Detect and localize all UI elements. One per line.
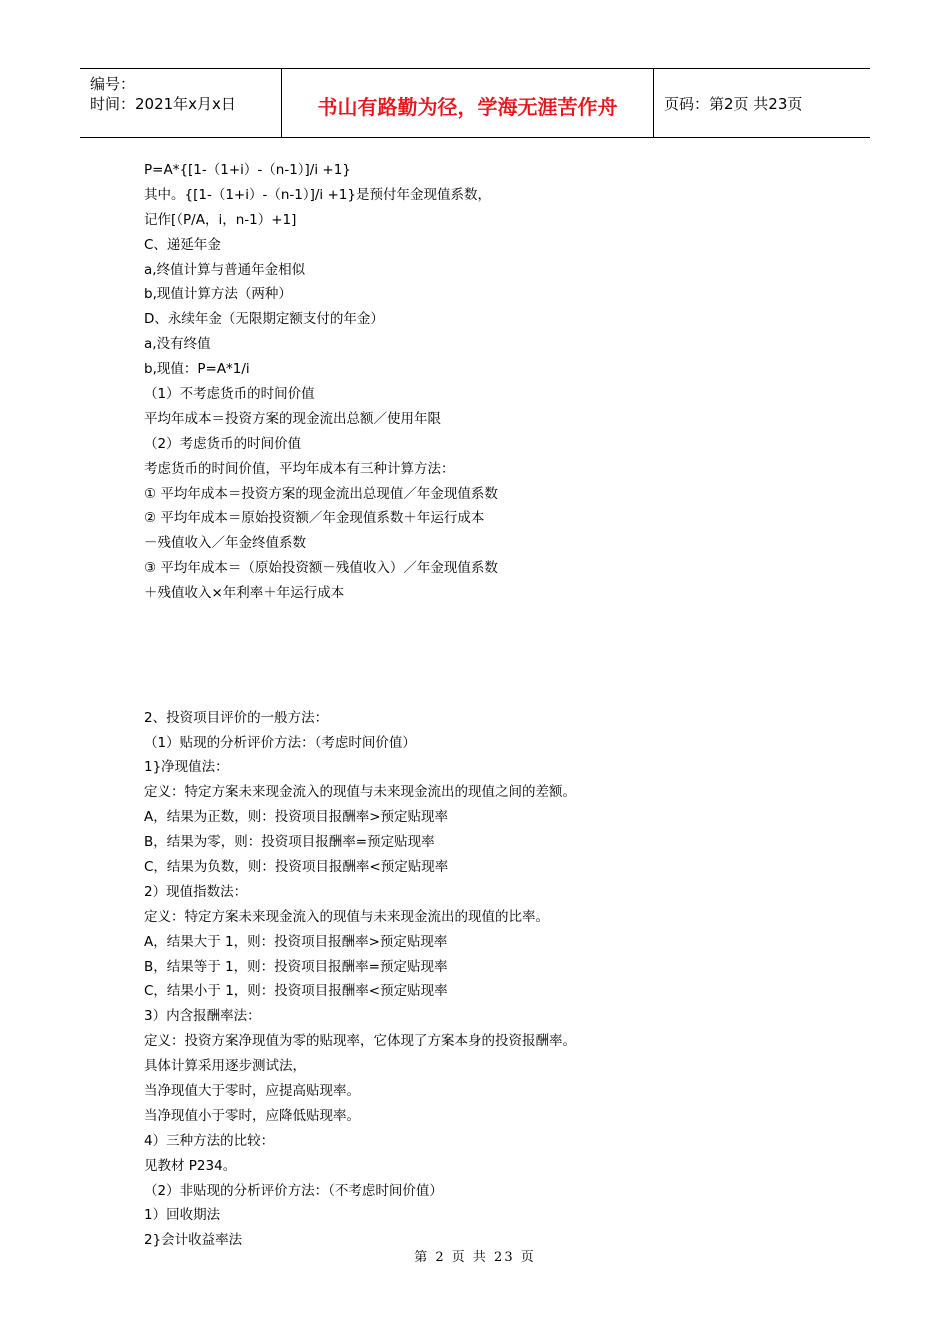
body-line: 其中。{[1-（1+i）-（n-1）]/i +1}是预付年金现值系数，: [144, 186, 491, 203]
body-line: ① 平均年成本＝投资方案的现金流出总现值／年金现值系数: [144, 485, 498, 502]
body-line: 当净现值大于零时，应提高贴现率。: [144, 1082, 360, 1099]
body-line: 定义：特定方案未来现金流入的现值与未来现金流出的现值之间的差额。: [144, 784, 576, 801]
body-line: C、递延年金: [144, 236, 221, 253]
body-line: C，结果为负数，则：投资项目报酬率<预定贴现率: [144, 858, 449, 875]
body-line: 平均年成本＝投资方案的现金流出总额／使用年限: [144, 410, 441, 427]
document-number-label: 编号：: [90, 75, 136, 93]
body-line: 具体计算采用逐步测试法，: [144, 1058, 306, 1075]
body-line: 3）内含报酬率法：: [144, 1008, 261, 1025]
body-line: D、永续年金（无限期定额支付的年金）: [144, 311, 384, 328]
body-line: b,现值计算方法（两种）: [144, 286, 292, 303]
body-line: 见教材 P234。: [144, 1157, 237, 1174]
page-footer: 第 2 页 共 23 页: [414, 1250, 536, 1265]
body-line: （1）不考虑货币的时间价值: [144, 386, 315, 403]
body-line: ② 平均年成本＝原始投资额／年金现值系数＋年运行成本: [144, 510, 485, 527]
body-line: A，结果为正数，则：投资项目报酬率>预定贴现率: [144, 809, 449, 826]
document-body: [144, 158, 844, 1253]
body-line: 考虑货币的时间价值，平均年成本有三种计算方法：: [144, 460, 455, 477]
body-line: B，结果为零，则：投资项目报酬率=预定贴现率: [144, 834, 435, 851]
body-line: ＋残值收入×年利率＋年运行成本: [144, 585, 345, 602]
body-line: A，结果大于 1，则：投资项目报酬率>预定贴现率: [144, 933, 448, 950]
page-header: [80, 68, 870, 138]
document-time-label: 时间：2021年x月x日: [90, 95, 236, 113]
body-line: （2）考虑货币的时间价值: [144, 435, 302, 452]
body-line: 1}净现值法：: [144, 759, 229, 776]
section-spacer: [144, 606, 844, 706]
body-line: 定义：特定方案未来现金流入的现值与未来现金流出的现值的比率。: [144, 908, 549, 925]
body-line: （2）非贴现的分析评价方法：（不考虑时间价值）: [144, 1182, 443, 1199]
header-page-info: 页码：第2页 共23页: [664, 95, 803, 113]
body-line: 记作[（P/A，i，n-1）+1]: [144, 211, 297, 228]
header-page-cell: [654, 69, 870, 137]
header-motto: 书山有路勤为径，学海无涯苦作舟: [317, 95, 618, 119]
body-line: －残值收入／年金终值系数: [144, 535, 306, 552]
body-line: 2}会计收益率法: [144, 1232, 243, 1249]
body-line: （1）贴现的分析评价方法：（考虑时间价值）: [144, 734, 416, 751]
section-annuity-formulas: [144, 158, 844, 606]
body-line: 1）回收期法: [144, 1207, 221, 1224]
body-line: C，结果小于 1，则：投资项目报酬率<预定贴现率: [144, 983, 448, 1000]
body-line: 定义：投资方案净现值为零的贴现率，它体现了方案本身的投资报酬率。: [144, 1033, 576, 1050]
header-motto-cell: [282, 69, 654, 137]
body-line: 当净现值小于零时，应降低贴现率。: [144, 1107, 360, 1124]
body-line: 2）现值指数法：: [144, 883, 248, 900]
header-meta-cell: [80, 69, 282, 137]
body-line: a,没有终值: [144, 336, 211, 353]
body-line: P=A*{[1-（1+i）-（n-1）]/i +1}: [144, 162, 351, 178]
body-line: a,终值计算与普通年金相似: [144, 261, 306, 278]
body-line: B，结果等于 1，则：投资项目报酬率=预定贴现率: [144, 958, 448, 975]
section-evaluation-methods: [144, 706, 844, 1254]
body-line: ③ 平均年成本＝（原始投资额－残值收入）／年金现值系数: [144, 560, 498, 577]
body-line: 2、投资项目评价的一般方法：: [144, 709, 329, 726]
body-line: 4）三种方法的比较：: [144, 1132, 275, 1149]
body-line: b,现值：P=A*1/i: [144, 361, 250, 378]
